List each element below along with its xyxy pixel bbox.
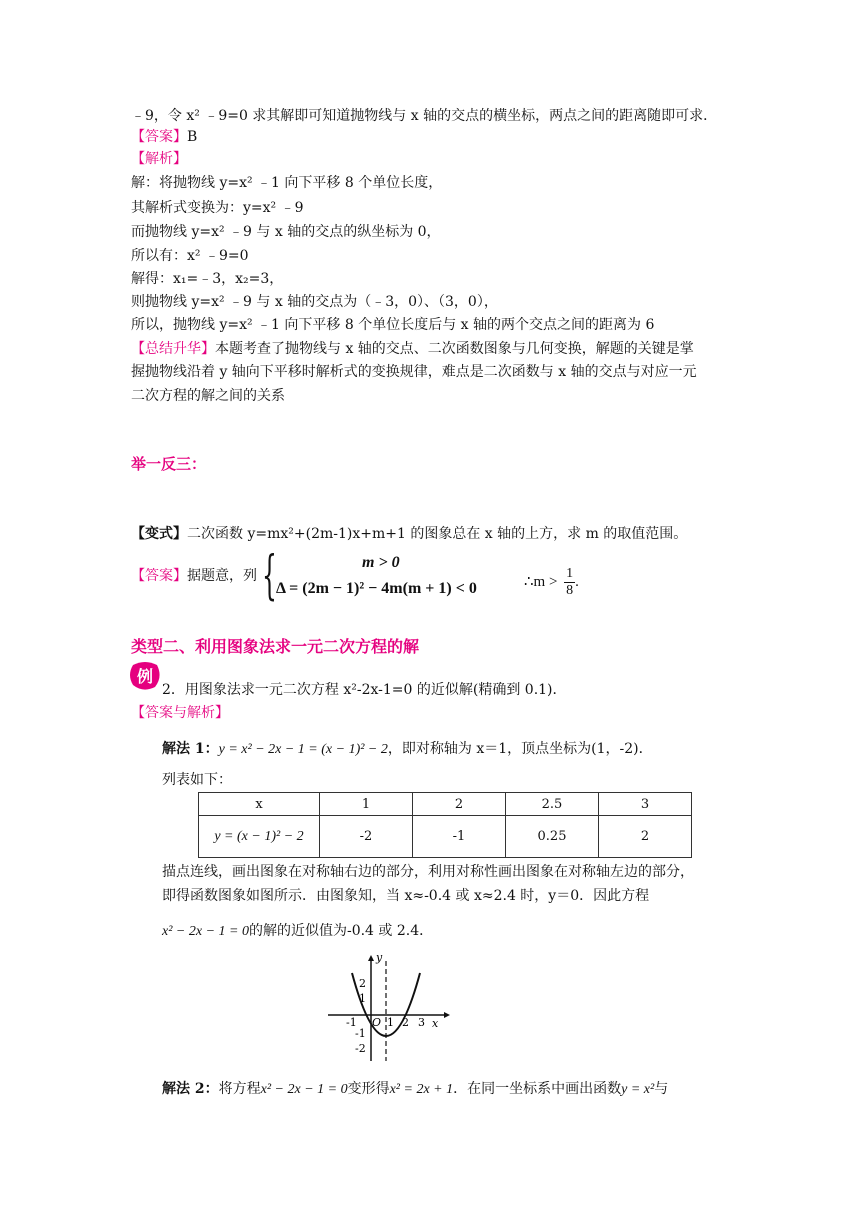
x-axis-arrow xyxy=(444,1012,450,1018)
answer-line xyxy=(131,127,197,147)
system-row-1: m > 0 xyxy=(362,554,400,571)
summary-text-1: 本题考查了抛物线与 x 轴的交点、二次函数图象与几何变换，解题的关键是掌 xyxy=(215,341,694,357)
variant-answer-line xyxy=(131,566,257,586)
analysis-tag: 【解析】 xyxy=(131,151,187,167)
x-tick-label: -1 xyxy=(346,1016,357,1029)
table-cell: 2 xyxy=(599,816,692,858)
example-icon-glyph: 例 xyxy=(136,667,154,686)
table-row xyxy=(199,816,692,858)
variant-answer-text: 据题意，列 xyxy=(187,568,257,584)
conclusion-fraction xyxy=(564,566,575,599)
table-cell: 2 xyxy=(413,793,506,816)
answer-value: B xyxy=(187,129,198,145)
table-header-row xyxy=(199,793,692,816)
table-cell: x xyxy=(199,793,320,816)
table-cell: 0.25 xyxy=(506,816,599,858)
table-row-label: y = (x − 1)² − 2 xyxy=(199,816,320,858)
method1-label: 解法 1： xyxy=(162,741,219,757)
answer-analysis-tag: 【答案与解析】 xyxy=(131,705,229,721)
table-cell: 3 xyxy=(599,793,692,816)
plot-line-3-text: 的解的近似值为-0.4 或 2.4． xyxy=(248,923,434,939)
intro-line: ﹣9，令 x² ﹣9=0 求其解即可知道抛物线与 x 轴的交点的横坐标，两点之间的距离随即可求． xyxy=(131,108,718,124)
system-row-2: Δ = (2m − 1)² − 4m(m + 1) < 0 xyxy=(276,580,477,597)
variant-tag: 【变式】 xyxy=(131,526,187,542)
x-axis-label: x xyxy=(432,1017,439,1030)
parabola-graph xyxy=(326,953,452,1063)
practice-heading: 举一反三： xyxy=(131,455,207,473)
method2-text-a: 将方程 xyxy=(218,1081,261,1097)
type2-heading: 类型二、利用图象法求一元二次方程的解 xyxy=(131,637,420,656)
solution-line-3: 而抛物线 y=x² ﹣9 与 x 轴的交点的纵坐标为 0， xyxy=(131,224,441,240)
method2-formula-a: x² − 2x − 1 = 0 xyxy=(260,1082,348,1097)
inequality-system xyxy=(262,546,502,606)
variant-answer-tag: 【答案】 xyxy=(131,568,187,584)
method2-formula-b: x² = 2x + 1 xyxy=(389,1082,454,1097)
value-table xyxy=(198,792,692,858)
method2-text-b: 变形得 xyxy=(347,1081,390,1097)
table-cell: -1 xyxy=(413,816,506,858)
answer-tag: 【答案】 xyxy=(131,129,187,145)
solution-line-1: 解：将抛物线 y=x² ﹣1 向下平移 8 个单位长度， xyxy=(131,175,443,191)
conclusion xyxy=(524,566,579,599)
x-tick-label: 2 xyxy=(402,1016,409,1029)
left-brace: { xyxy=(262,546,277,606)
method2-formula-c: y = x² xyxy=(621,1082,655,1097)
origin-label: O xyxy=(372,1016,382,1029)
summary-line-1 xyxy=(131,339,694,359)
y-axis-arrow xyxy=(368,955,374,961)
y-tick-label: 2 xyxy=(359,977,366,990)
variant-text: 二次函数 y=mx²+(2m-1)x+m+1 的图象总在 x 轴的上方，求 m 的取值范围。 xyxy=(187,526,688,542)
x-tick-label: 3 xyxy=(418,1016,425,1029)
variant-line xyxy=(131,524,687,544)
y-tick-label: -2 xyxy=(355,1042,366,1055)
y-tick-label: 1 xyxy=(359,992,366,1005)
example-text: 2．用图象法求一元二次方程 x²-2x-1=0 的近似解(精确到 0.1)． xyxy=(162,682,567,698)
plot-line-1: 描点连线，画出图象在对称轴右边的部分，利用对称性画出图象在对称轴左边的部分， xyxy=(162,864,694,880)
method1-text: ，即对称轴为 x＝1，顶点坐标为(1，-2)． xyxy=(387,741,653,757)
solution-line-6: 则抛物线 y=x² ﹣9 与 x 轴的交点为（﹣3，0）、（3，0）， xyxy=(131,294,498,310)
solution-line-5: 解得：x₁=﹣3，x₂=3， xyxy=(131,271,284,287)
summary-line-3: 二次方程的解之间的关系 xyxy=(131,388,285,404)
method1-line xyxy=(162,739,653,760)
summary-line-2: 握抛物线沿着 y 轴向下平移时解析式的变换规律，难点是二次函数与 x 轴的交点与对应一元 xyxy=(131,364,697,380)
conclusion-suffix: . xyxy=(575,573,579,590)
example-badge-icon xyxy=(129,661,161,691)
fraction-numerator: 1 xyxy=(566,566,574,581)
table-cell: -2 xyxy=(320,816,413,858)
plot-line-3 xyxy=(162,921,433,942)
x-tick-label: 1 xyxy=(387,1016,394,1029)
plot-line-3-formula: x² − 2x − 1 = 0 xyxy=(162,924,249,939)
summary-tag: 【总结升华】 xyxy=(131,341,215,357)
y-axis-label: y xyxy=(376,953,383,964)
list-intro: 列表如下： xyxy=(162,772,232,788)
plot-line-2: 即得函数图象如图所示．由图象知，当 x≈-0.4 或 x≈2.4 时，y＝0．因此方程 xyxy=(162,888,650,904)
y-tick-label: -1 xyxy=(355,1027,366,1040)
conclusion-prefix: ∴m > xyxy=(524,573,558,590)
table-cell: 1 xyxy=(320,793,413,816)
method2-text-c: ．在同一坐标系中画出函数 xyxy=(453,1081,622,1097)
table-cell: 2.5 xyxy=(506,793,599,816)
solution-line-4: 所以有：x² ﹣9=0 xyxy=(131,248,249,264)
solution-line-7: 所以，抛物线 y=x² ﹣1 向下平移 8 个单位长度后与 x 轴的两个交点之间的距离为 6 xyxy=(131,317,655,333)
method1-formula: y = x² − 2x − 1 = (x − 1)² − 2 xyxy=(218,742,388,757)
method2-text-d: 与 xyxy=(654,1081,669,1097)
fraction-denominator: 8 xyxy=(566,583,574,598)
method2-label: 解法 2： xyxy=(162,1081,219,1097)
solution-line-2: 其解析式变换为：y=x² ﹣9 xyxy=(131,200,304,216)
method2-line xyxy=(162,1079,668,1100)
